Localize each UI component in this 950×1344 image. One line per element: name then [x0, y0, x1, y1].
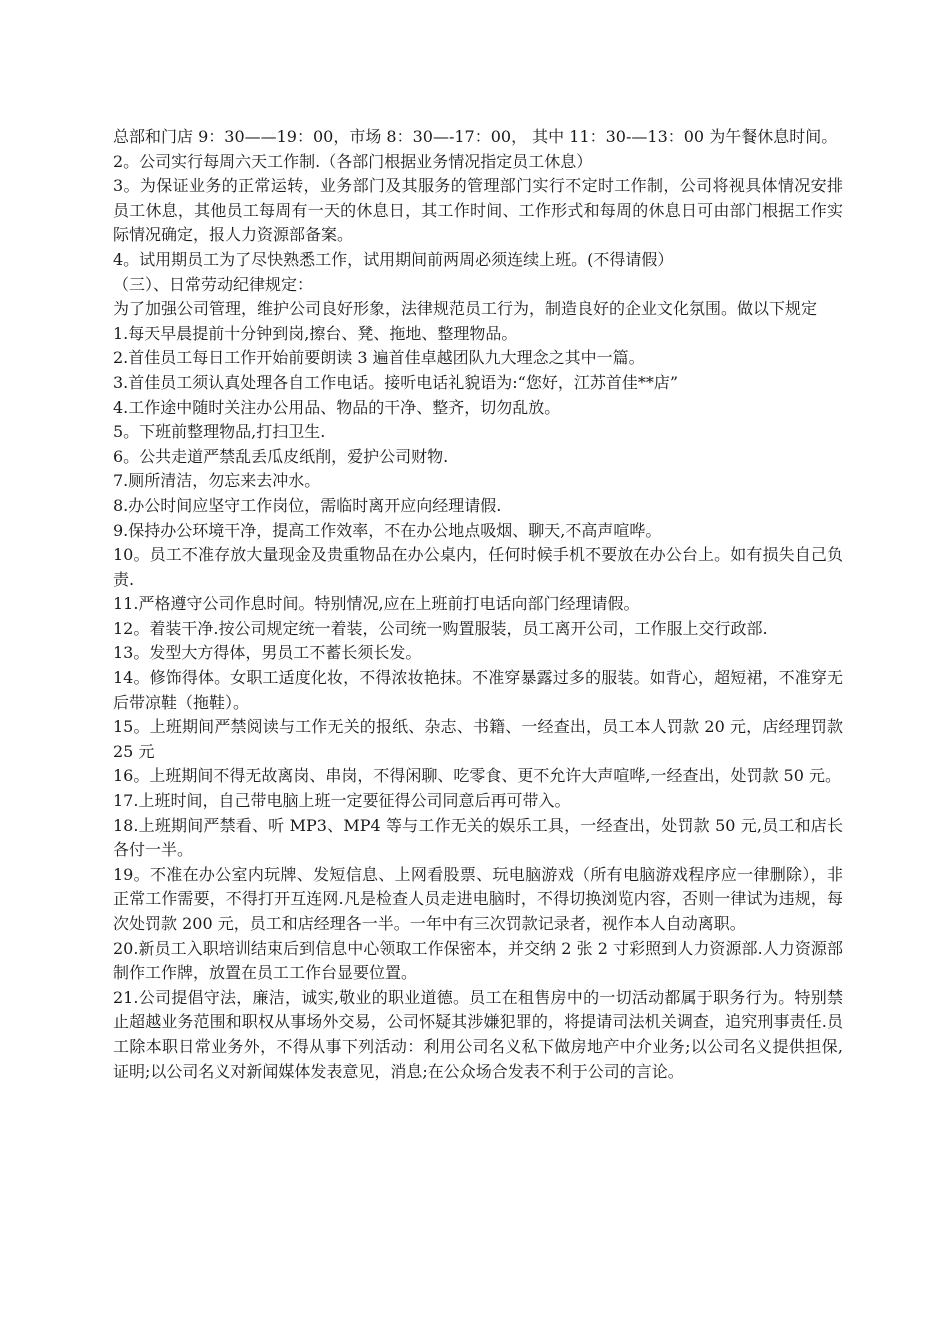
list-item-2: 2.首佳员工每日工作开始前要朗读 3 遍首佳卓越团队九大理念之其中一篇。: [113, 348, 645, 368]
section-heading-discipline: （三）、日常劳动纪律规定：: [113, 274, 314, 294]
list-item-13: 13。发型大方得体，男员工不蓄长须长发。: [113, 643, 422, 663]
paragraph-discipline-intro: 为了加强公司管理，维护公司良好形象，法律规范员工行为，制造良好的企业文化氛围。做以下规定: [113, 299, 818, 319]
list-item-10: 10。员工不准存放大量现金及贵重物品在办公桌内，任何时候手机不要放在办公台上。如有损失自己负责.: [113, 545, 843, 589]
list-item-4: 4.工作途中随时关注办公用品、物品的干净、整齐，切勿乱放。: [113, 397, 561, 417]
list-item-20: 20.新员工入职培训结束后到信息中心领取工作保密本，并交纳 2 张 2 寸彩照到人力资源部.人力资源部制作工作牌，放置在员工工作台显要位置。: [113, 938, 843, 983]
list-item-12: 12。着装干净.按公司规定统一着装，公司统一购置服装，员工离开公司，工作服上交行政部.: [113, 618, 768, 638]
paragraph-work-hours: 总部和门店 9：30——19：00，市场 8：30—-17：00， 其中 11：30-—13：00 为午餐休息时间。: [113, 127, 838, 146]
list-item-3: 3.首佳员工须认真处理各自工作电话。接听电话礼貌语为:“您好，江苏首佳**店”: [113, 372, 679, 392]
list-item-6: 6。公共走道严禁乱丢瓜皮纸削，爱护公司财物.: [113, 446, 449, 466]
list-item-11: 11.严格遵守公司作息时间。特别情况,应在上班前打电话向部门经理请假。: [113, 594, 640, 614]
list-item-1: 1.每天早晨提前十分钟到岗,擦台、凳、拖地、整理物品。: [113, 323, 518, 343]
paragraph-rule-3-flexible-hours: 3。为保证业务的正常运转，业务部门及其服务的管理部门实行不定时工作制，公司将视具体情况安排员工休息，其他员工每周有一天的休息日，其工作时间、工作形式和每周的休息日可由部门根据工作实际情况确定，报人力资源部备案。: [113, 176, 843, 245]
document-body: [113, 125, 843, 1084]
list-item-17: 17.上班时间，自己带电脑上班一定要征得公司同意后再可带入。: [113, 791, 571, 811]
list-item-8: 8.办公时间应坚守工作岗位，需临时离开应向经理请假.: [113, 495, 502, 515]
list-item-16: 16。上班期间不得无故离岗、串岗，不得闲聊、吃零食、更不允许大声喧哗,一经查出，处罚款 50 元。: [113, 766, 841, 786]
list-item-21: 21.公司提倡守法，廉洁，诚实,敬业的职业道德。员工在租售房中的一切活动都属于职务行为。特别禁止超越业务范围和职权从事场外交易，公司怀疑其涉嫌犯罪的，将提请司法机关调查，追究刑事责任.员工除本职日常业务外，不得从事下列活动：利用公司名义私下做房地产中介业务;以公司名义提供担保,证明;以公司名义对新闻媒体发表意见，消息;在公众场合发表不利于公司的言论。: [113, 987, 843, 1081]
list-item-19: 19。不准在办公室内玩牌、发短信息、上网看股票、玩电脑游戏（所有电脑游戏程序应一律删除），非正常工作需要，不得打开互连网.凡是检查人员走进电脑时，不得切换浏览内容，否则一律试为违规，每次处罚款 200 元，员工和店经理各一半。一年中有三次罚款记录者，视作本人自动离职。: [113, 864, 843, 933]
list-item-18: 18.上班期间严禁看、听 MP3、MP4 等与工作无关的娱乐工具，一经查出，处罚款 50 元,员工和店长各付一半。: [113, 815, 843, 860]
paragraph-rule-2-six-day-week: 2。公司实行每周六天工作制.（各部门根据业务情况指定员工休息）: [113, 151, 593, 171]
list-item-5: 5。下班前整理物品,打扫卫生.: [113, 422, 326, 442]
paragraph-rule-4-probation: 4。试用期员工为了尽快熟悉工作，试用期间前两周必须连续上班。(不得请假）: [113, 249, 674, 269]
list-item-9: 9.保持办公环境干净，提高工作效率，不在办公地点吸烟、聊天,不高声喧哗。: [113, 520, 662, 540]
list-item-7: 7.厕所清洁，勿忘来去冲水。: [113, 471, 321, 491]
list-item-15: 15。上班期间严禁阅读与工作无关的报纸、杂志、书籍、一经查出，员工本人罚款 20 元，店经理罚款 25 元: [113, 717, 843, 761]
list-item-14: 14。修饰得体。女职工适度化妆，不得浓妆艳抹。不准穿暴露过多的服装。如背心，超短裙，不准穿无后带凉鞋（拖鞋）。: [113, 668, 843, 712]
